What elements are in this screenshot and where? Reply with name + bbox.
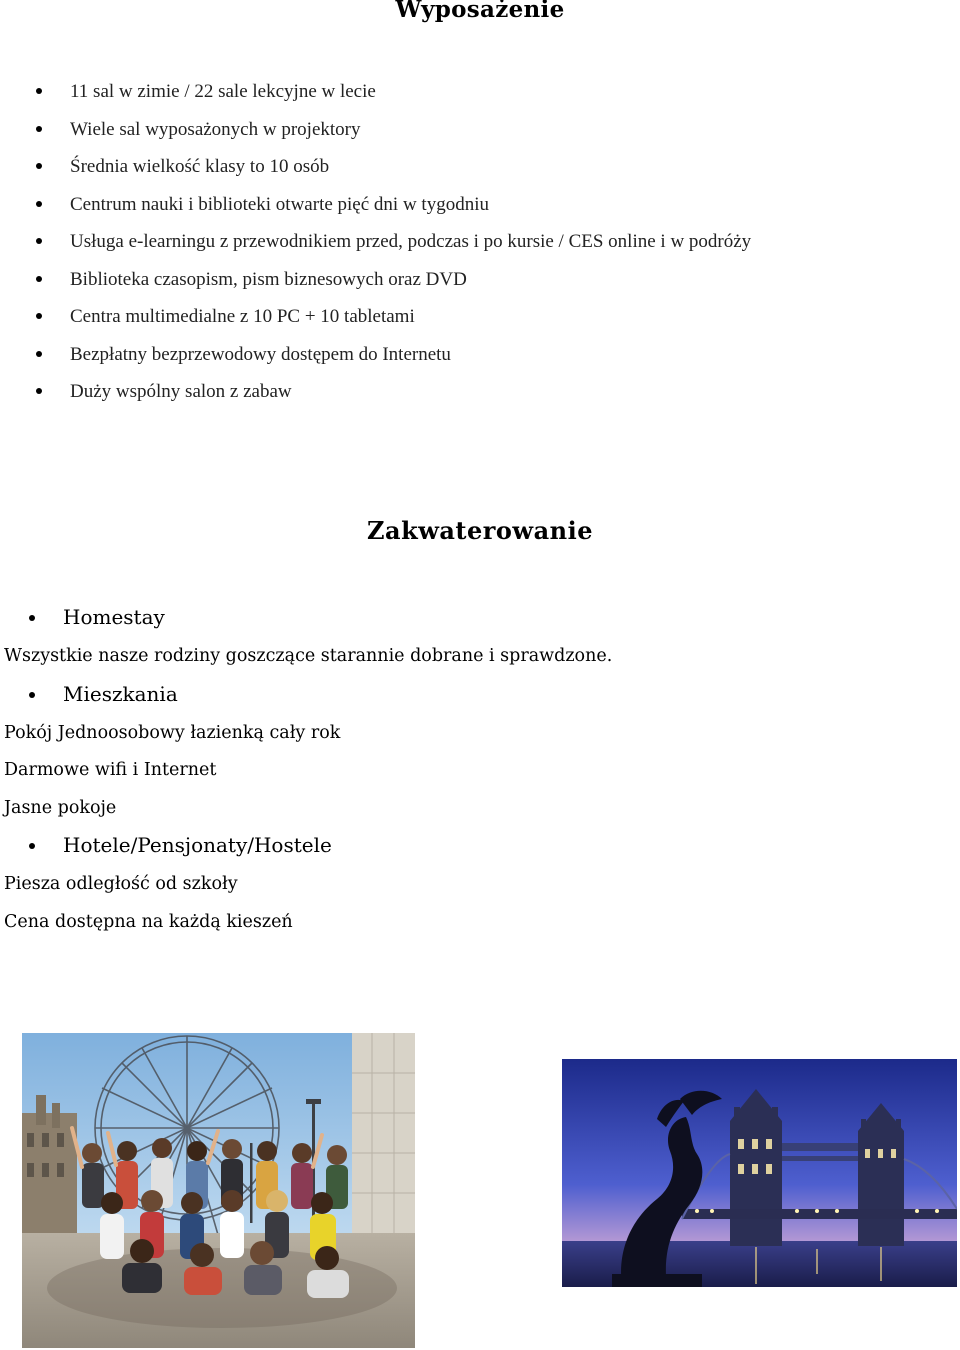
list-item: [0, 117, 751, 155]
homestay-heading: [0, 602, 960, 641]
bullet-icon: [36, 88, 42, 94]
list-item: [0, 229, 751, 267]
bullet-icon: [36, 163, 42, 169]
list-item-text: Centra multimedialne z 10 PC + 10 tabletami: [70, 306, 415, 327]
list-item: [0, 192, 751, 230]
list-item-text: Wiele sal wyposażonych w projektory: [70, 118, 361, 140]
list-item-text: Centrum nauki i biblioteki otwarte pięć dni w tygodniu: [70, 193, 489, 215]
list-item: [0, 379, 751, 417]
bullet-icon: [36, 201, 42, 207]
accommodation-section: [0, 602, 960, 944]
bullet-icon: [36, 313, 42, 319]
hotels-heading: [0, 830, 960, 869]
apartments-heading: [0, 679, 960, 718]
homestay-description: Wszystkie nasze rodziny goszczące starannie dobrane i sprawdzone.: [4, 646, 613, 666]
hotels-line: Cena dostępna na każdą kieszeń: [4, 911, 293, 932]
list-item-text: Usługa e-learningu z przewodnikiem przed, podczas i po kursie / CES online i w podróży: [70, 231, 752, 252]
bullet-icon: [29, 843, 35, 849]
list-item: [0, 304, 751, 342]
accommodation-title: Zakwaterowanie: [367, 516, 593, 545]
heading-text: Hotele/Pensjonaty/Hostele: [63, 833, 332, 857]
bullet-icon: [36, 238, 42, 244]
tower-bridge-photo: [562, 1059, 957, 1287]
list-item-text: Średnia wielkość klasy to 10 osób: [70, 156, 330, 177]
hotels-line: Piesza odległość od szkoły: [4, 874, 238, 894]
bullet-icon: [36, 388, 42, 394]
apartments-line: Darmowe wifi i Internet: [4, 760, 217, 780]
list-item-text: Duży wspólny salon z zabaw: [70, 381, 292, 402]
list-item: [0, 342, 751, 380]
list-item-text: Biblioteka czasopism, pism biznesowych oraz DVD: [70, 268, 467, 290]
apartments-line: Pokój Jednoosobowy łazienką cały rok: [4, 722, 341, 743]
apartments-line: Jasne pokoje: [4, 797, 117, 818]
list-item-text: Bezpłatny bezprzewodowy dostępem do Internetu: [70, 343, 451, 365]
bullet-icon: [36, 126, 42, 132]
bullet-icon: [36, 351, 42, 357]
list-item: [0, 154, 751, 192]
heading-text: Mieszkania: [63, 681, 178, 706]
list-item: [0, 267, 751, 305]
bullet-icon: [29, 692, 35, 698]
students-group-photo: [22, 1033, 415, 1348]
equipment-title: Wyposażenie: [395, 0, 565, 23]
equipment-list: [0, 79, 751, 417]
list-item-text: 11 sal w zimie / 22 sale lekcyjne w lecie: [70, 81, 376, 102]
list-item: [0, 79, 751, 117]
heading-text: Homestay: [63, 605, 165, 629]
bullet-icon: [36, 276, 42, 282]
bullet-icon: [29, 615, 35, 621]
